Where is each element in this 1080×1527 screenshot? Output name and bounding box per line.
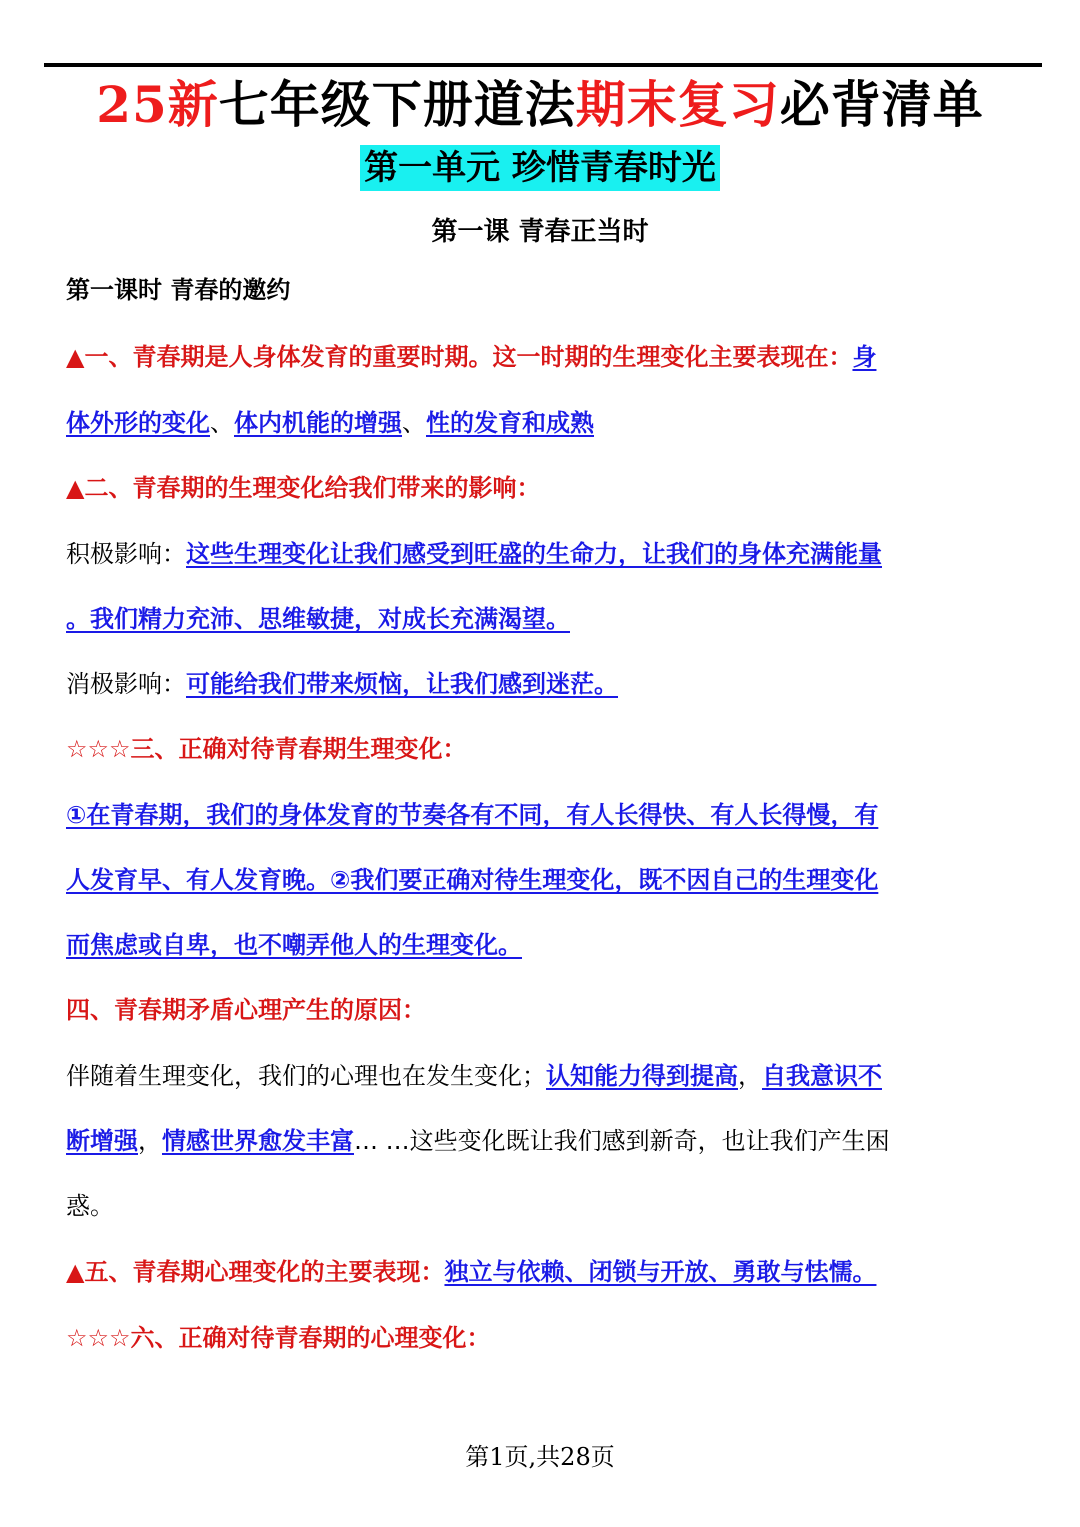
point-1-answer-2: 体外形的变化: [66, 409, 210, 437]
point-3-line-2: [66, 860, 878, 900]
point-4-line-3: [66, 1186, 114, 1226]
point-5-line: [66, 1252, 876, 1292]
point-3-answer-2: 人发育早、有人发育晚。②我们要正确对待生理变化，既不因自己的生理变化: [66, 866, 879, 894]
positive-impact-label: 积极影响：: [66, 540, 186, 568]
point-1-head: ▲一、青春期是人身体发育的重要时期。这一时期的生理变化主要表现在：: [66, 343, 853, 371]
point-4-text-5: 惑。: [66, 1192, 114, 1220]
point-3-answer-1: ①在青春期，我们的身体发育的节奏各有不同，有人长得快、有人长得慢，有: [66, 801, 879, 829]
unit-heading: 第一单元 珍惜青春时光: [360, 145, 720, 191]
point-4-answer-2: 自我意识不: [762, 1062, 882, 1090]
point-5-head: ▲五、青春期心理变化的主要表现：: [66, 1258, 445, 1286]
point-4-answer-3: 断增强: [66, 1127, 138, 1155]
point-4-text-4: … …这些变化既让我们感到新奇，也让我们产生困: [354, 1127, 890, 1155]
point-6-head: ☆☆☆六、正确对待青春期的心理变化：: [66, 1324, 491, 1352]
point-1-answer-3: 体内机能的增强: [234, 409, 402, 437]
top-rule: [44, 63, 1042, 67]
point-4-line-1: [66, 1056, 882, 1096]
unit-heading-wrap: [0, 145, 1080, 191]
negative-impact-label: 消极影响：: [66, 670, 186, 698]
negative-impact-answer: 可能给我们带来烦恼，让我们感到迷茫。: [186, 670, 618, 698]
positive-impact-answer-2: 。我们精力充沛、思维敏捷，对成长充满渴望。: [66, 605, 570, 633]
point-1-answer-1: 身: [852, 343, 877, 371]
lesson-heading: 第一课 青春正当时: [431, 217, 649, 247]
point-4-answer-4: 情感世界愈发丰富: [162, 1127, 354, 1155]
point-1-line-2: [66, 403, 594, 443]
positive-impact-line-1: [66, 534, 882, 574]
point-4-text-3: ，: [138, 1127, 162, 1155]
title-part-4: 必背清单: [779, 75, 984, 134]
title-part-3: 期末复习: [575, 75, 780, 134]
point-1-answer-4: 性的发育和成熟: [426, 409, 594, 437]
title-part-2: 七年级下册道法: [218, 75, 576, 134]
point-3-line-1: [66, 795, 878, 835]
point-5-answer: 独立与依赖、闭锁与开放、勇敢与怯懦。: [444, 1258, 877, 1286]
point-1-sep-1: 、: [210, 409, 234, 437]
section-heading: 第一课时 青春的邀约: [66, 276, 291, 304]
document-title: [0, 70, 1080, 140]
point-2-head: ▲二、青春期的生理变化给我们带来的影响：: [66, 474, 541, 502]
point-4-head: 四、青春期矛盾心理产生的原因：: [66, 996, 426, 1024]
point-1-line-1: [66, 337, 876, 377]
point-4-answer-1: 认知能力得到提高: [546, 1062, 738, 1090]
point-4-text-1: 伴随着生理变化，我们的心理也在发生变化；: [66, 1062, 546, 1090]
title-part-1: 25新: [96, 75, 219, 134]
point-3-answer-3: 而焦虑或自卑，也不嘲弄他人的生理变化。: [66, 931, 522, 959]
negative-impact-line: [66, 664, 618, 704]
point-3-head: ☆☆☆三、正确对待青春期生理变化：: [66, 735, 467, 763]
point-1-sep-2: 、: [402, 409, 426, 437]
positive-impact-answer-1: 这些生理变化让我们感受到旺盛的生命力，让我们的身体充满能量: [186, 540, 882, 568]
point-4-text-2: ，: [738, 1062, 762, 1090]
point-3-line-3: [66, 925, 522, 965]
positive-impact-line-2: [66, 599, 570, 639]
page-footer: 第1页,共28页: [465, 1443, 615, 1471]
point-4-line-2: [66, 1121, 890, 1161]
